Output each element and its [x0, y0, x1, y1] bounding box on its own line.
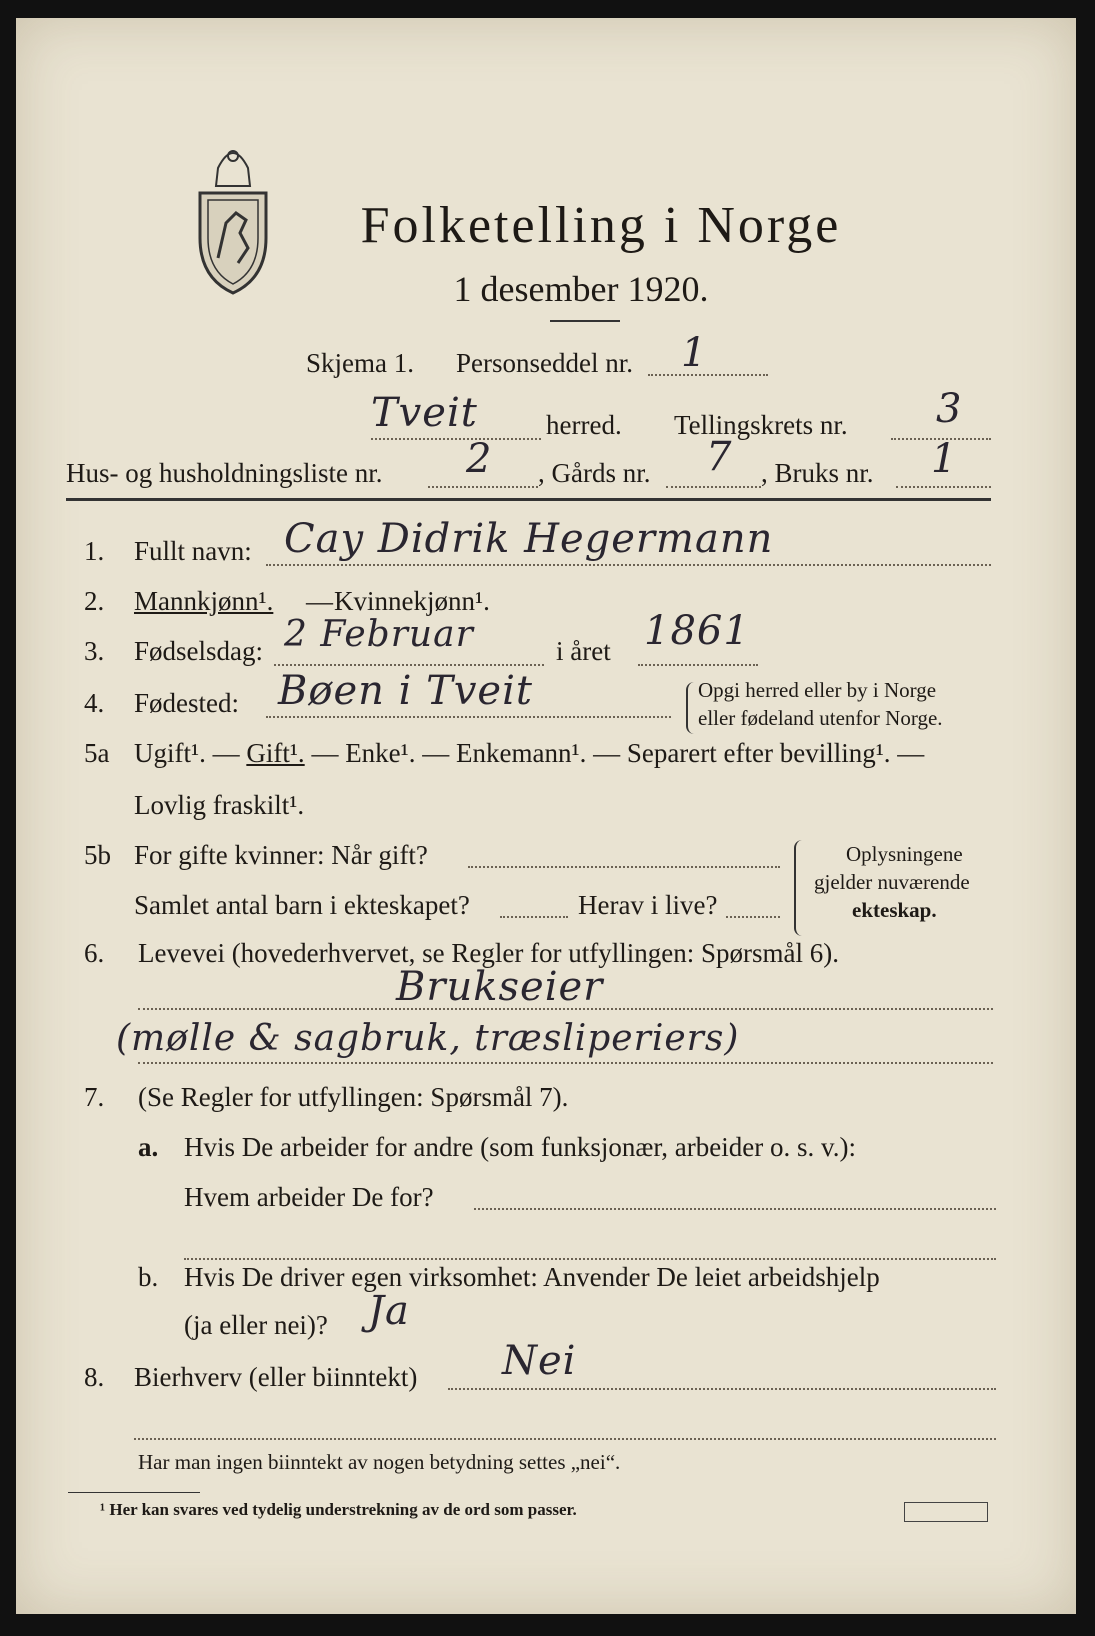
bruks-line — [896, 486, 991, 488]
herred-line — [371, 438, 541, 440]
q7a-letter: a. — [138, 1132, 159, 1162]
q8-line2[interactable] — [134, 1438, 996, 1440]
q1-number: 1. — [84, 536, 105, 566]
q7-label: (Se Regler for utfyllingen: Spørsmål 7). — [138, 1082, 569, 1112]
q7-number: 7. — [84, 1082, 105, 1112]
q7b-letter: b. — [138, 1262, 159, 1292]
herred-label: herred. — [546, 410, 622, 440]
q5a-number: 5a — [84, 738, 110, 768]
q2-male[interactable]: Mannkjønn¹. — [134, 586, 274, 616]
q1-label: Fullt navn: — [134, 536, 252, 566]
q5a-gift[interactable]: Gift¹. — [246, 738, 305, 768]
q7b-line1: Hvis De driver egen virksomhet: Anvender De leiet arbeidshjelp — [184, 1262, 880, 1292]
skjema-label: Skjema 1. — [306, 348, 414, 378]
q3-day-line — [274, 664, 544, 666]
gards-line — [666, 486, 761, 488]
bruks-label: , Bruks nr. — [761, 458, 874, 488]
q8-value[interactable]: Nei — [502, 1338, 577, 1384]
q4-label: Fødested: — [134, 688, 239, 718]
liste-value[interactable]: 2 — [466, 436, 493, 482]
form-subtitle: 1 desember 1920. — [453, 269, 709, 309]
q4-value[interactable]: Bøen i Tveit — [278, 668, 533, 714]
q5b-number: 5b — [84, 840, 111, 870]
q4-note-1: Opgi herred eller by i Norge — [698, 678, 937, 702]
q1-value[interactable]: Cay Didrik Hegermann — [284, 516, 774, 562]
q8-number: 8. — [84, 1362, 105, 1392]
form-title: Folketelling i Norge — [360, 197, 842, 254]
q5b-note-1: Oplysningene — [846, 842, 963, 866]
q5b-line1: For gifte kvinner: Når gift? — [134, 840, 428, 870]
personseddel-value[interactable]: 1 — [681, 330, 708, 376]
q3-year-label: i året — [556, 636, 611, 666]
q5b-brace — [794, 840, 802, 936]
footnote: ¹ Her kan svares ved tydelig understrekning av de ord som passer. — [100, 1500, 577, 1519]
liste-line — [428, 486, 538, 488]
q3-label: Fødselsdag: — [134, 636, 264, 666]
q2-separator: — — [306, 586, 333, 616]
q1-line — [266, 564, 991, 566]
q5b-line2a: Samlet antal barn i ekteskapet? — [134, 890, 470, 920]
q4-note-2: eller fødeland utenfor Norge. — [698, 706, 943, 730]
q2-number: 2. — [84, 586, 105, 616]
q5b-live-field[interactable] — [726, 916, 780, 918]
q3-number: 3. — [84, 636, 105, 666]
personseddel-label: Personseddel nr. — [456, 348, 633, 378]
q4-line — [266, 716, 671, 718]
q6-value-1[interactable]: Brukseier — [396, 964, 604, 1010]
tellingskrets-value[interactable]: 3 — [936, 386, 963, 432]
q8-line1 — [448, 1388, 996, 1390]
q6-number: 6. — [84, 938, 105, 968]
herred-value[interactable]: Tveit — [371, 390, 478, 436]
tellingskrets-label: Tellingskrets nr. — [674, 410, 848, 440]
personseddel-line — [648, 374, 768, 376]
q8-label: Bierhverv (eller biinntekt) — [134, 1362, 418, 1392]
q5b-line1-field[interactable] — [468, 866, 780, 868]
q3-year-line — [638, 664, 758, 666]
q7b-line2: (ja eller nei)? — [184, 1310, 328, 1340]
q7a-line1: Hvis De arbeider for andre (som funksjonær, arbeider o. s. v.): — [184, 1132, 856, 1162]
q7b-value[interactable]: Ja — [368, 1288, 410, 1334]
q7a-line2: Hvem arbeider De for? — [184, 1182, 434, 1212]
q8-note: Har man ingen biinntekt av nogen betydning settes „nei“. — [138, 1450, 621, 1474]
header-rule — [66, 498, 991, 501]
q4-brace — [686, 682, 694, 734]
bruks-value[interactable]: 1 — [931, 436, 958, 482]
gards-label: , Gårds nr. — [538, 458, 651, 488]
q5b-note-3: ekteskap. — [852, 898, 937, 922]
q5b-note-2: gjelder nuværende — [814, 870, 970, 894]
q6-line2 — [138, 1062, 993, 1064]
q4-number: 4. — [84, 688, 105, 718]
q6-label: Levevei (hovederhvervet, se Regler for utfyllingen: Spørsmål 6). — [138, 938, 840, 968]
q5a-rest[interactable]: — Enke¹. — Enkemann¹. — Separert efter bevilling¹. — — [304, 738, 925, 768]
q5b-barn-field[interactable] — [500, 916, 568, 918]
q5a-ugift[interactable]: Ugift¹. — — [134, 738, 247, 768]
title-divider — [550, 320, 620, 322]
q5a-line2[interactable]: Lovlig fraskilt¹. — [134, 790, 305, 820]
q7a-field-2[interactable] — [184, 1258, 996, 1260]
census-form — [16, 18, 1076, 1614]
q5a-line1 — [134, 738, 924, 769]
q3-day-value[interactable]: 2 Februar — [284, 614, 474, 655]
footnote-rule — [68, 1492, 200, 1493]
q5b-line2b: Herav i live? — [578, 890, 718, 920]
q2-female[interactable]: Kvinnekjønn¹. — [334, 586, 490, 616]
gards-value[interactable]: 7 — [706, 434, 733, 480]
printer-stamp — [904, 1502, 988, 1522]
liste-label: Hus- og husholdningsliste nr. — [66, 458, 383, 488]
q6-value-2[interactable]: (mølle & sagbruk, træsliperiers) — [116, 1018, 740, 1059]
q3-year-value[interactable]: 1861 — [644, 608, 750, 654]
q7a-field-1[interactable] — [474, 1208, 996, 1210]
